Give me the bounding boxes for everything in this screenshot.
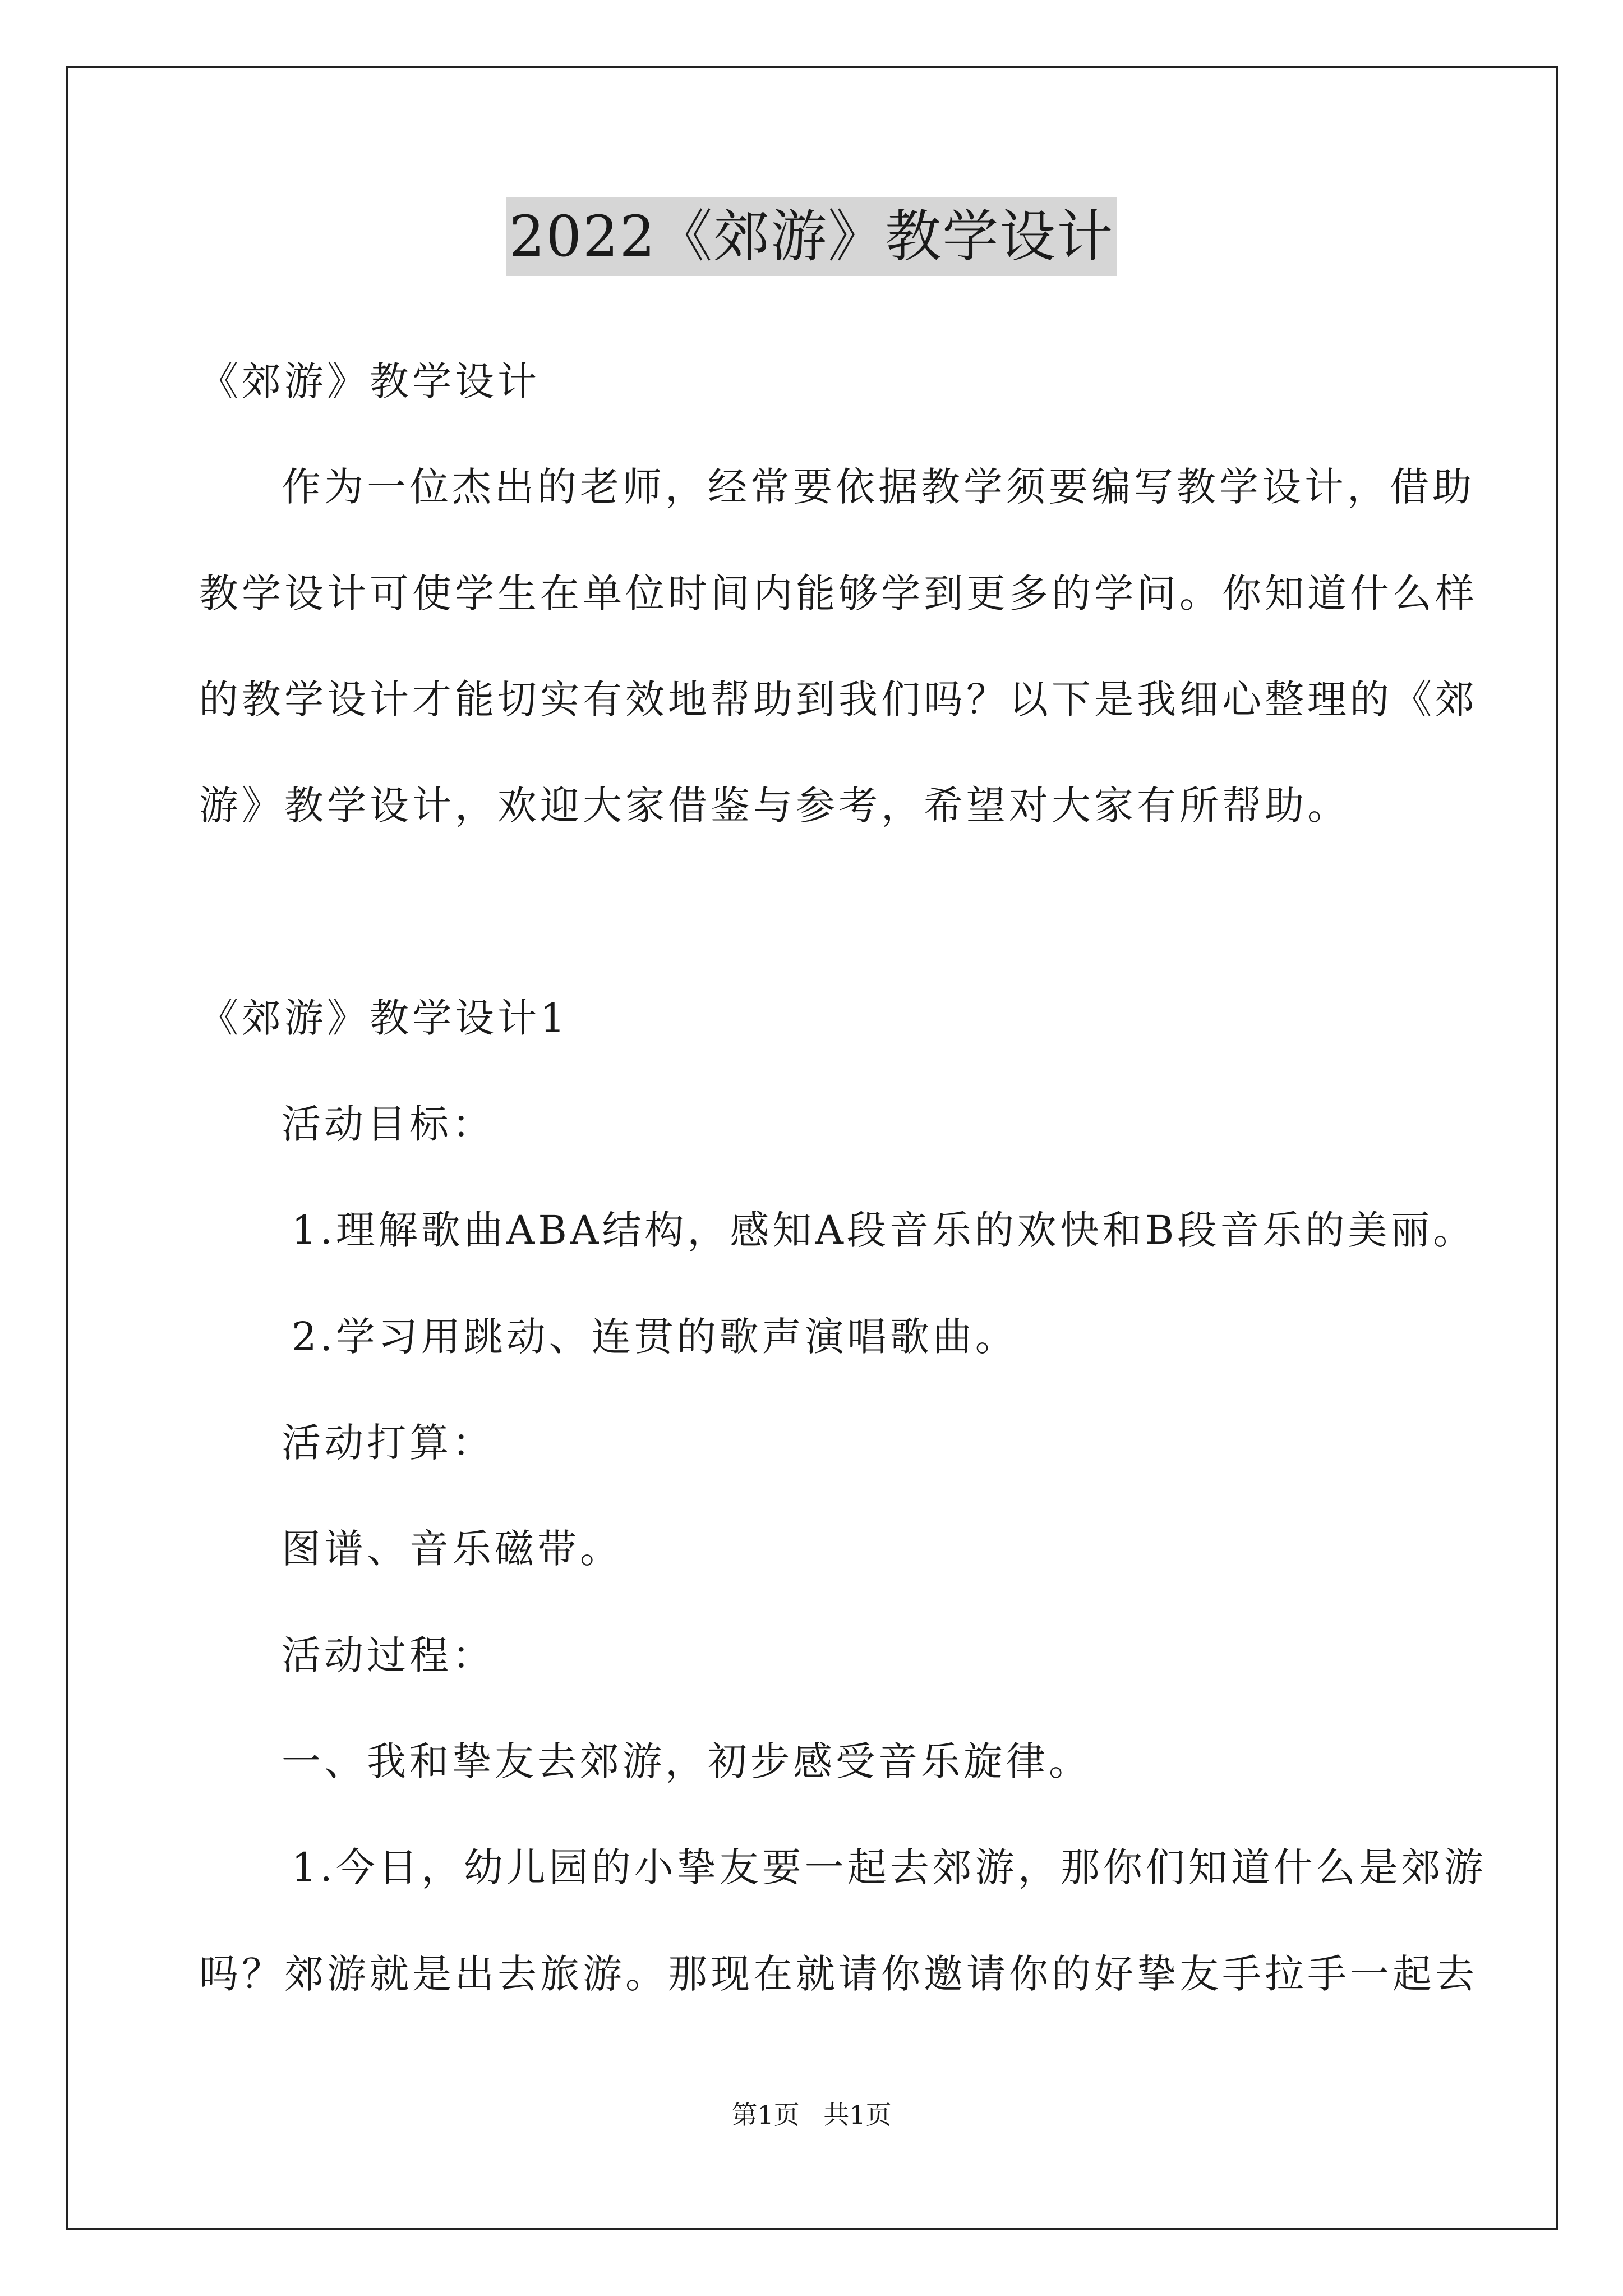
intro-line-4: 游》教学设计，欢迎大家借鉴与参考，希望对大家有所帮助。 <box>199 783 1350 829</box>
process-step-1: 一、我和挚友去郊游，初步感受音乐旋律。 <box>282 1738 1091 1784</box>
preparation-heading: 活动打算： <box>282 1420 495 1466</box>
goal-1: 1.理解歌曲ABA结构，感知A段音乐的欢快和B段音乐的美丽。 <box>292 1207 1476 1253</box>
intro-line-1: 作为一位杰出的老师，经常要依据教学须要编写教学设计，借助 <box>282 464 1475 510</box>
title-container <box>0 197 1623 276</box>
process-line-1: 1.今日，幼儿园的小挚友要一起去郊游，那你们知道什么是郊游 <box>292 1844 1487 1890</box>
process-line-2: 吗？郊游就是出去旅游。那现在就请你邀请你的好挚友手拉手一起去 <box>199 1951 1478 1997</box>
page-footer: 第1页 共1页 <box>731 2100 892 2130</box>
process-heading: 活动过程： <box>282 1632 495 1678</box>
document-title: 2022《郊游》教学设计 <box>506 197 1118 276</box>
goals-heading: 活动目标： <box>282 1101 495 1147</box>
goal-2: 2.学习用跳动、连贯的歌声演唱歌曲。 <box>292 1314 1018 1360</box>
section-heading: 《郊游》教学设计1 <box>199 995 569 1041</box>
intro-line-2: 教学设计可使学生在单位时间内能够学到更多的学问。你知道什么样 <box>199 570 1478 616</box>
preparation-items: 图谱、音乐磁带。 <box>282 1526 623 1572</box>
subtitle: 《郊游》教学设计 <box>199 358 540 404</box>
intro-line-3: 的教学设计才能切实有效地帮助到我们吗？以下是我细心整理的《郊 <box>199 677 1478 723</box>
